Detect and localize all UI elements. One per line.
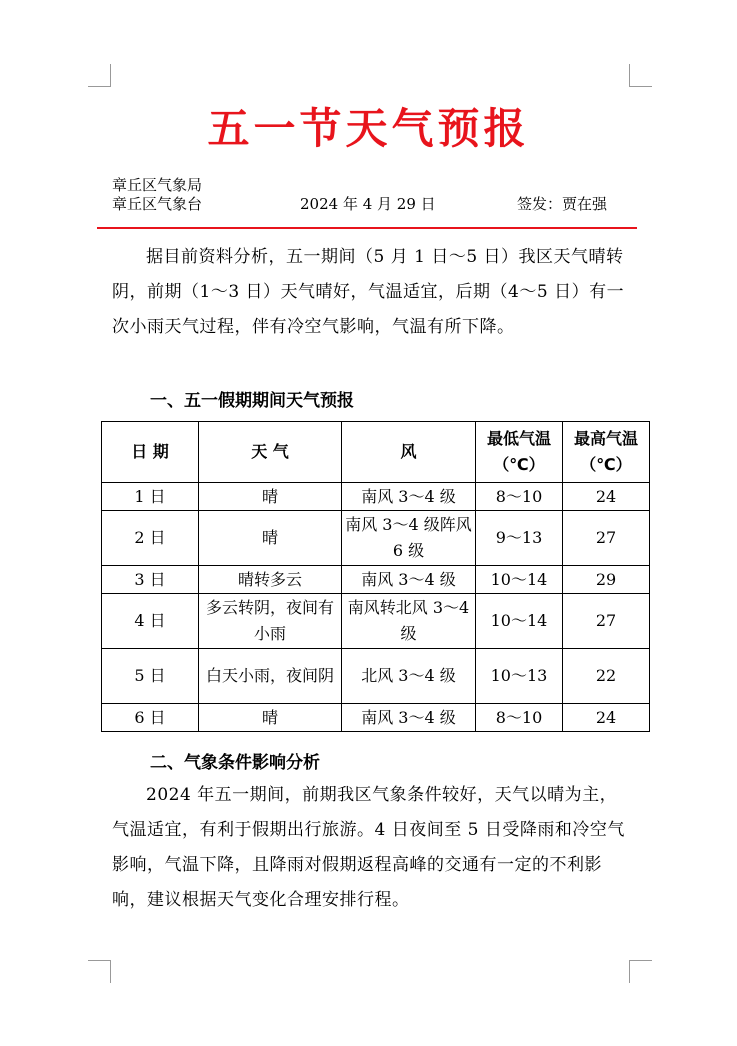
table-row: [102, 594, 650, 649]
cell-date: 2 日: [102, 511, 199, 566]
cell-wind: 南风 3～4 级: [342, 483, 476, 511]
cell-low: 9～13: [476, 511, 563, 566]
document-title: 五一节天气预报: [207, 104, 530, 153]
header-low-temp: 最低气温（℃）: [476, 422, 563, 483]
cell-high: 27: [563, 594, 650, 649]
header-high-temp: 最高气温（℃）: [563, 422, 650, 483]
cell-wind: 南风 3～4 级: [342, 566, 476, 594]
cell-low: 10～13: [476, 649, 563, 704]
table-row: [102, 649, 650, 704]
header-rule: [97, 227, 637, 229]
cell-weather: 多云转阴，夜间有小雨: [199, 594, 342, 649]
signatory: 签发：贾在强: [517, 195, 608, 213]
header-weather: 天 气: [199, 422, 342, 483]
crop-mark-top-left: [88, 64, 111, 87]
cell-wind: 北风 3～4 级: [342, 649, 476, 704]
header-date: 日 期: [102, 422, 199, 483]
cell-low: 10～14: [476, 566, 563, 594]
header-wind: 风: [342, 422, 476, 483]
issuer-station: 章丘区气象台: [112, 195, 203, 213]
cell-high: 24: [563, 704, 650, 732]
section-heading-forecast: 一、五一假期期间天气预报: [150, 391, 354, 411]
cell-weather: 白天小雨，夜间阴: [199, 649, 342, 704]
issuer-bureau: 章丘区气象局: [112, 176, 203, 194]
issue-date: 2024 年 4 月 29 日: [300, 195, 436, 213]
cell-weather: 晴: [199, 483, 342, 511]
cell-high: 29: [563, 566, 650, 594]
cell-date: 3 日: [102, 566, 199, 594]
cell-high: 27: [563, 511, 650, 566]
crop-mark-bottom-left: [88, 960, 111, 983]
cell-high: 22: [563, 649, 650, 704]
crop-mark-top-right: [629, 64, 652, 87]
cell-weather: 晴: [199, 704, 342, 732]
cell-low: 10～14: [476, 594, 563, 649]
cell-weather: 晴转多云: [199, 566, 342, 594]
table-row: [102, 483, 650, 511]
forecast-table: [101, 421, 650, 732]
table-header-row: [102, 422, 650, 483]
table-row: [102, 511, 650, 566]
cell-high: 24: [563, 483, 650, 511]
cell-date: 1 日: [102, 483, 199, 511]
cell-wind: 南风转北风 3～4 级: [342, 594, 476, 649]
section-heading-impact: 二、气象条件影响分析: [150, 753, 320, 773]
impact-paragraph: 2024 年五一期间，前期我区气象条件较好，天气以晴为主，气温适宜，有利于假期出行旅游。4 日夜间至 5 日受降雨和冷空气影响，气温下降，且降雨对假期返程高峰的交通有一定的不利影响，建议根据天气变化合理安排行程。: [112, 785, 625, 910]
cell-date: 5 日: [102, 649, 199, 704]
cell-low: 8～10: [476, 483, 563, 511]
cell-wind: 南风 3～4 级阵风 6 级: [342, 511, 476, 566]
cell-date: 6 日: [102, 704, 199, 732]
cell-date: 4 日: [102, 594, 199, 649]
intro-paragraph: 据目前资料分析，五一期间（5 月 1 日～5 日）我区天气晴转阴，前期（1～3 日）天气晴好，气温适宜，后期（4～5 日）有一次小雨天气过程，伴有冷空气影响，气温有所下降。: [112, 247, 625, 337]
table-row: [102, 704, 650, 732]
cell-low: 8～10: [476, 704, 563, 732]
cell-wind: 南风 3～4 级: [342, 704, 476, 732]
crop-mark-bottom-right: [629, 960, 652, 983]
table-row: [102, 566, 650, 594]
cell-weather: 晴: [199, 511, 342, 566]
